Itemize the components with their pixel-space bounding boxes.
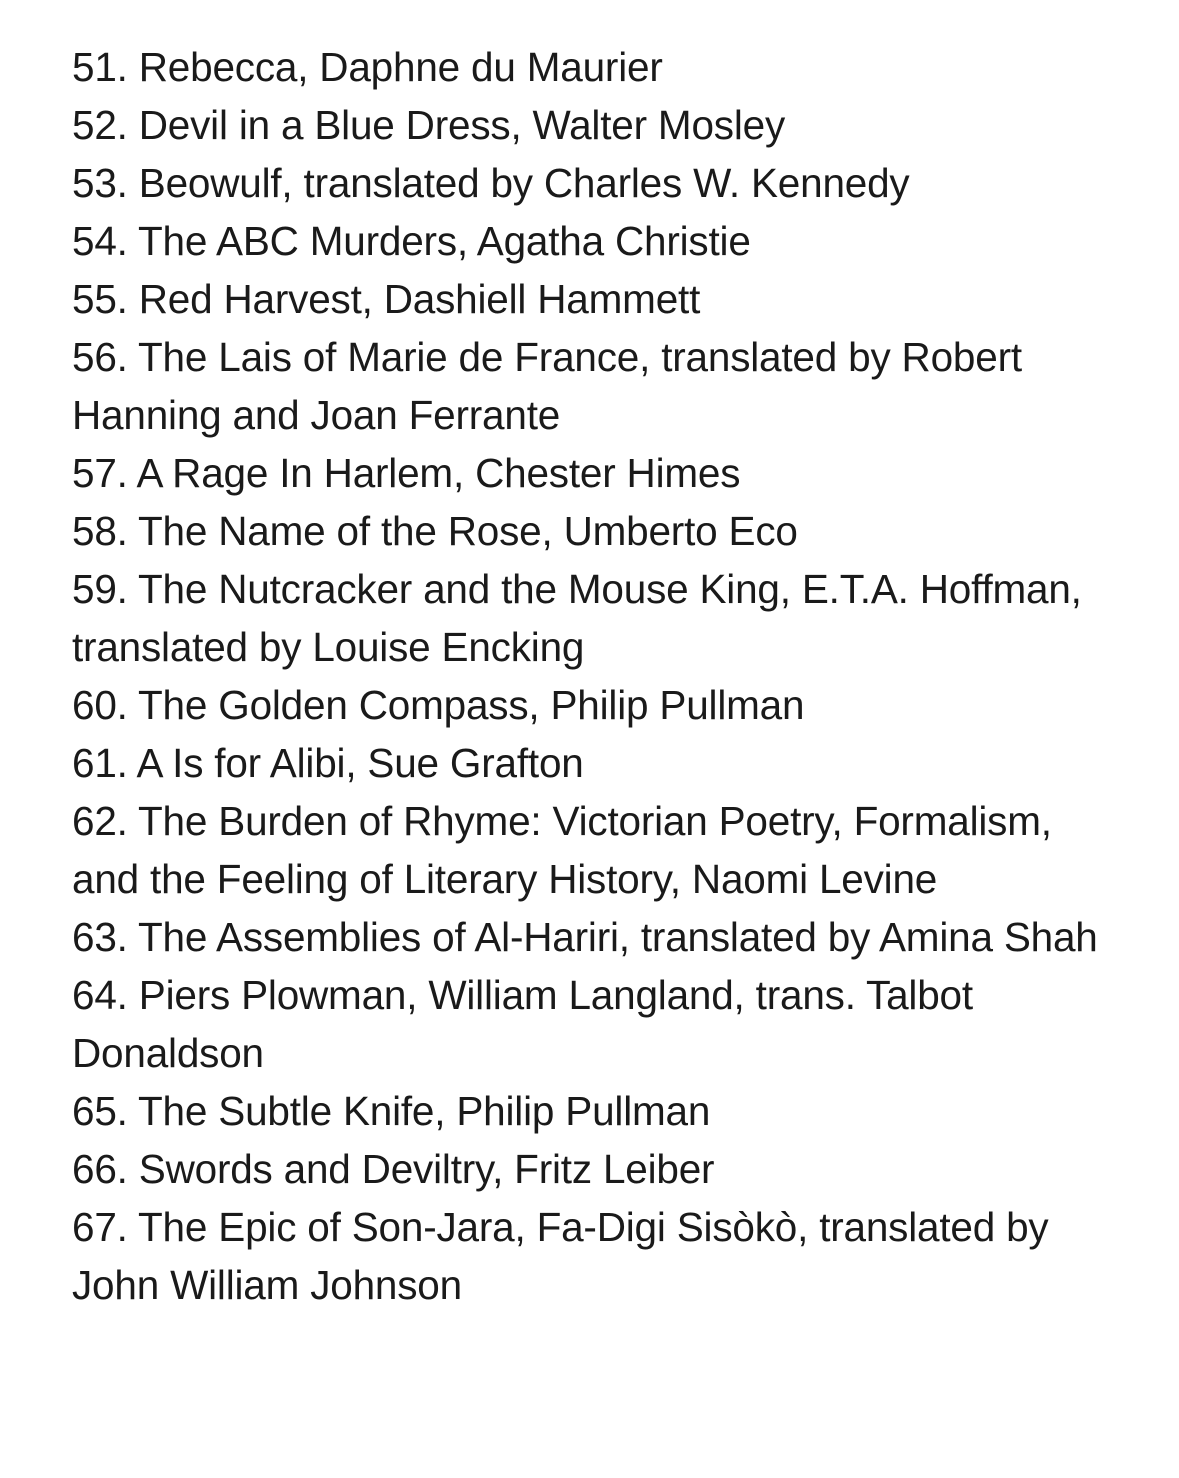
list-item: 59. The Nutcracker and the Mouse King, E.T.A. Hoffman, translated by Louise Encking [72, 566, 1093, 670]
list-item: 56. The Lais of Marie de France, translated by Robert Hanning and Joan Ferrante [72, 334, 1033, 438]
list-item: 62. The Burden of Rhyme: Victorian Poetry, Formalism, and the Feeling of Literary History, Naomi Levine [72, 798, 1063, 902]
list-item: 57. A Rage In Harlem, Chester Himes [72, 450, 741, 496]
list-item: 51. Rebecca, Daphne du Maurier [72, 44, 663, 90]
list-item: 67. The Epic of Son-Jara, Fa-Digi Sisòkò, translated by John William Johnson [72, 1204, 1060, 1308]
list-item: 66. Swords and Deviltry, Fritz Leiber [72, 1146, 715, 1192]
list-item: 60. The Golden Compass, Philip Pullman [72, 682, 805, 728]
list-item: 58. The Name of the Rose, Umberto Eco [72, 508, 798, 554]
list-item: 63. The Assemblies of Al-Hariri, translated by Amina Shah [72, 914, 1098, 960]
list-item: 65. The Subtle Knife, Philip Pullman [72, 1088, 711, 1134]
list-item: 55. Red Harvest, Dashiell Hammett [72, 276, 701, 322]
list-item: 61. A Is for Alibi, Sue Grafton [72, 740, 584, 786]
list-item: 64. Piers Plowman, William Langland, trans. Talbot Donaldson [72, 972, 984, 1076]
list-item: 54. The ABC Murders, Agatha Christie [72, 218, 751, 264]
list-item: 52. Devil in a Blue Dress, Walter Mosley [72, 102, 785, 148]
book-list [72, 38, 1109, 1314]
list-item: 53. Beowulf, translated by Charles W. Kennedy [72, 160, 910, 206]
